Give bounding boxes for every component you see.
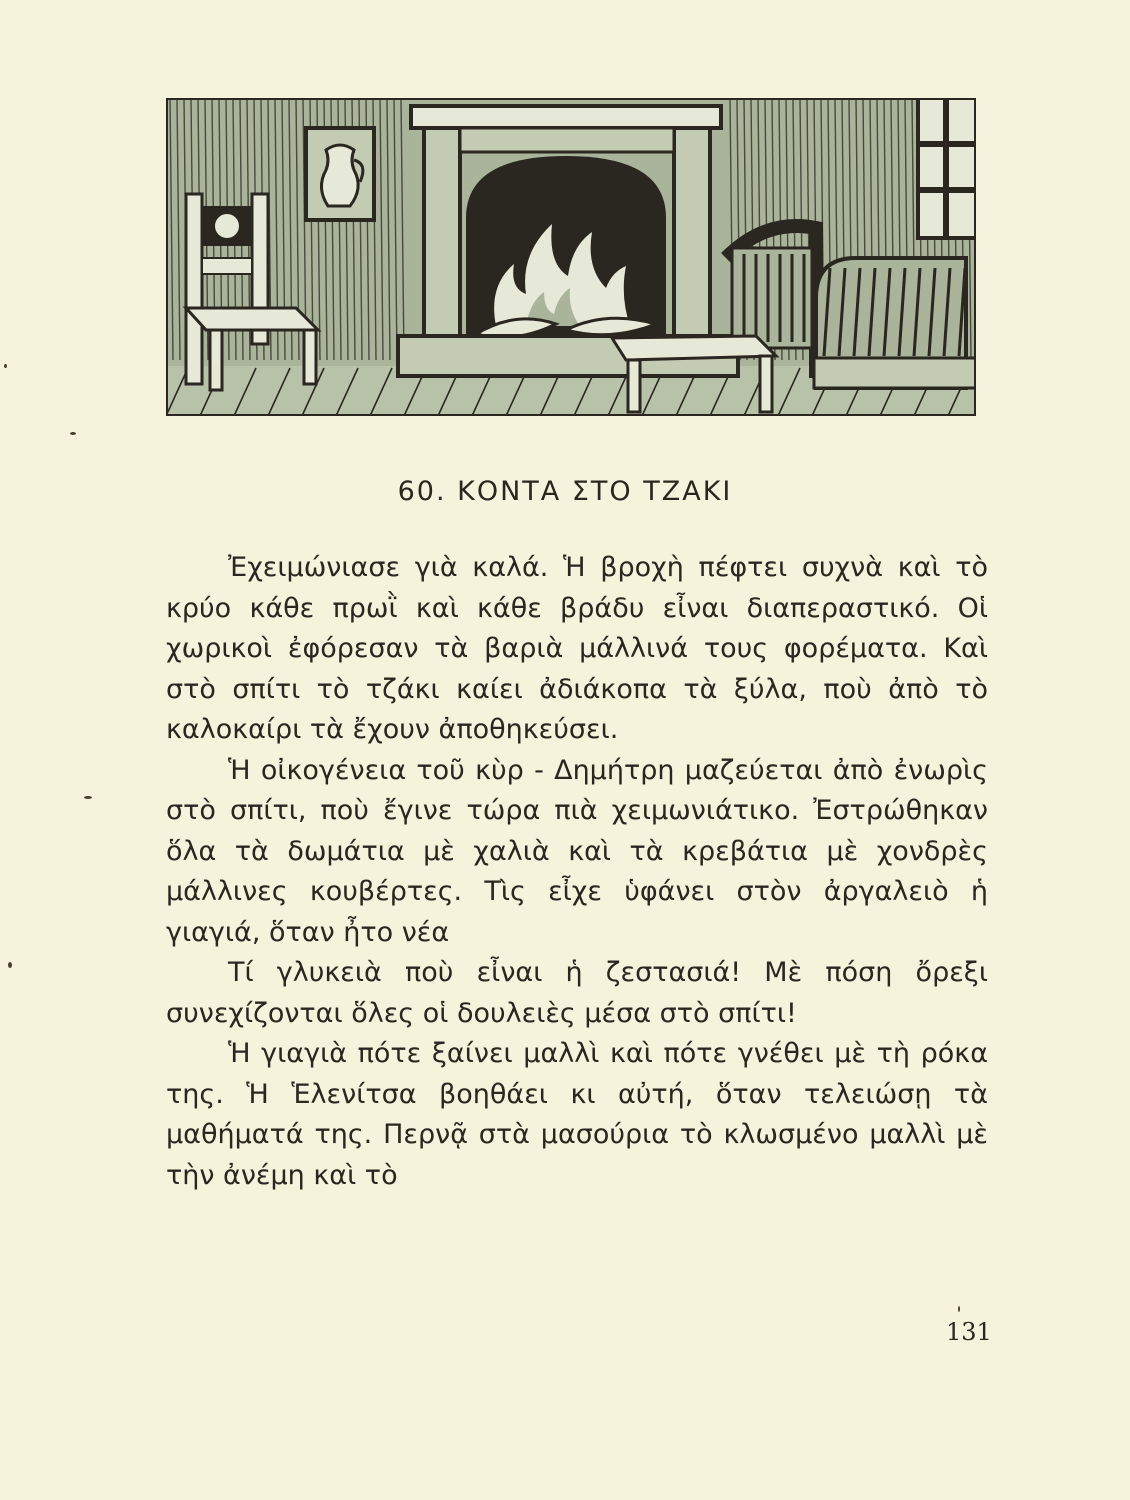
paper-speck <box>84 796 92 799</box>
fireplace-woodcut <box>166 98 976 416</box>
paragraph: Ἡ γιαγιὰ πότε ξαίνει μαλλὶ καὶ πότε γνέθει μὲ τὴ ρόκα της. Ἡ Ἑλενίτσα βοηθάει κι αὐτή, ὅταν τελειώσῃ τὰ μαθήματά της. Περνᾷ στὰ μασούρια τὸ κλωσμένο μαλλὶ μὲ τὴν ἀνέμη καὶ τὸ <box>166 1038 988 1191</box>
paper-speck <box>8 962 12 968</box>
paragraph: Τί γλυκειὰ ποὺ εἶναι ἡ ζεστασιά! Μὲ πόση ὄρεξι συνεχίζονται ὅλες οἱ δουλειὲς μέσα στὸ σπίτι! <box>166 957 988 1029</box>
chapter-title: 60. ΚΟΝΤΑ ΣΤΟ ΤΖΑΚΙ <box>397 476 733 507</box>
paragraph: Ἡ οἰκογένεια τοῦ κὺρ - Δημήτρη μαζεύεται ἀπὸ ἐνωρὶς στὸ σπίτι, ποὺ ἔγινε τώρα πιὰ χειμωνιάτικο. Ἐστρώθηκαν ὅλα τὰ δωμάτια μὲ χαλιὰ καὶ τὰ κρεβάτια μὲ χονδρὲς μάλλινες κουβέρτες. Τὶς εἶχε ὑφάνει στὸν ἀργαλειὸ ἡ γιαγιά, ὅταν ἦτο νέα <box>166 754 988 948</box>
page-number: 131 <box>946 1318 992 1346</box>
paper-speck <box>958 1306 960 1312</box>
paragraph: Ἐχειμώνιασε γιὰ καλά. Ἡ βροχὴ πέφτει συχνὰ καὶ τὸ κρύο κάθε πρωῒ καὶ κάθε βράδυ εἶναι διαπεραστικό. Οἱ χωρικοὶ ἐφόρεσαν τὰ βαριὰ μάλλινά τους φορέματα. Καὶ στὸ σπίτι τὸ τζάκι καίει ἀδιάκοπα τὰ ξύλα, ποὺ ἀπὸ τὸ καλοκαίρι τὰ ἔχουν ἀποθηκεύσει. <box>166 552 988 745</box>
paper-speck <box>4 364 7 368</box>
paper-speck <box>70 432 76 435</box>
fireplace-illustration <box>166 98 976 416</box>
chapter-body <box>166 548 988 1196</box>
